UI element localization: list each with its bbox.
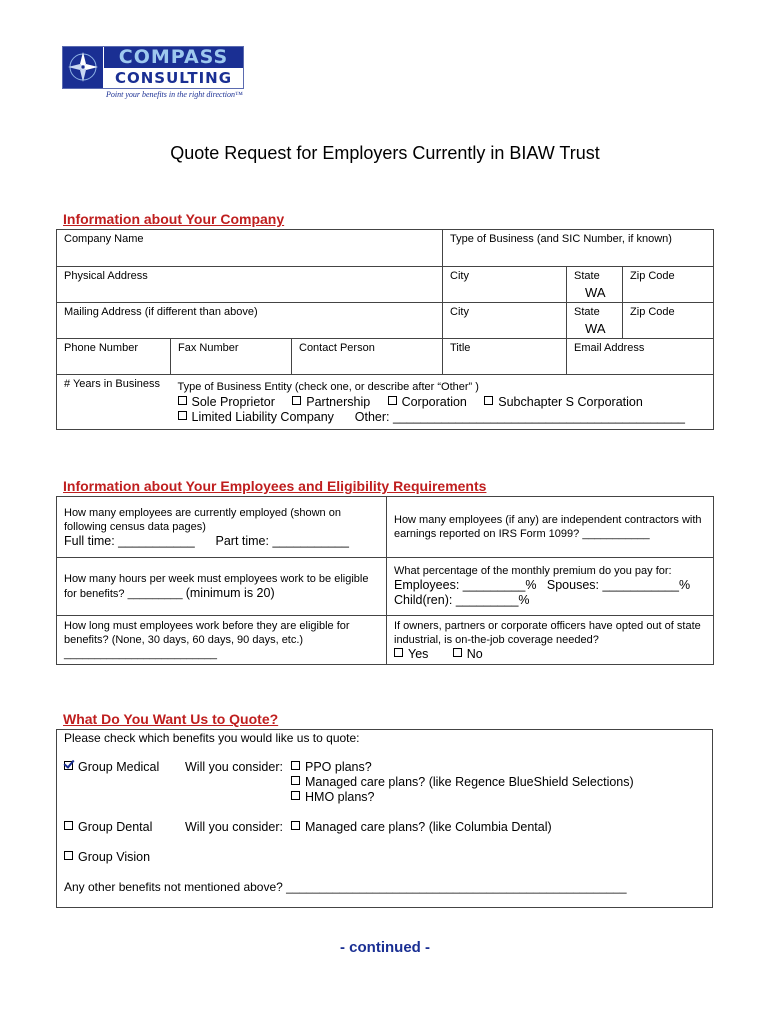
checkbox-icon[interactable] [388,396,397,405]
other-benefits-field[interactable]: Any other benefits not mentioned above? ___________________________________________________ [64,880,627,894]
children-percent-field[interactable]: Child(ren): _________% [394,593,530,607]
checkbox-icon[interactable] [394,648,403,657]
continued-note: - continued - [340,939,430,956]
checkbox-icon[interactable] [178,396,187,405]
subchapter-s-option[interactable] [484,395,643,409]
physical-address-field[interactable] [57,267,443,303]
mailing-city-field[interactable] [443,303,567,339]
waiting-period-question: How long must employees work before they are eligible for benefits? (None, 30 days, 60 days, 90 days, etc.) [64,620,350,646]
premium-percentage-question: What percentage of the monthly premium do you pay for: [394,565,672,577]
no-label: No [466,647,483,661]
logo-wordmark-consulting: CONSULTING [104,68,243,88]
premium-percentage-cell [387,558,714,616]
hmo-option[interactable] [291,790,374,804]
group-vision-label: Group Vision [78,850,151,864]
document-title: Quote Request for Employers Currently in BIAW Trust [170,143,600,163]
business-entity-field [171,375,714,430]
state-label: State [574,306,600,318]
hmo-label: HMO plans? [305,790,375,804]
group-medical-label: Group Medical [78,760,160,774]
logo-tagline: Point your benefits in the right direction™ [106,90,243,99]
employee-count-cell [57,497,387,558]
checked-checkbox-icon[interactable] [64,761,73,770]
checkbox-icon[interactable] [291,821,300,830]
title-label: Title [450,342,471,354]
checkbox-icon[interactable] [178,411,187,420]
checkbox-icon[interactable] [484,396,493,405]
spouses-percent-field[interactable]: Spouses: ___________% [546,578,691,592]
yes-option[interactable] [394,647,428,661]
email-label: Email Address [574,342,645,354]
city-label: City [450,270,469,282]
checkbox-icon[interactable] [453,648,462,657]
hours-cell [57,558,387,616]
managed-care-option[interactable] [291,775,634,789]
physical-address-label: Physical Address [64,270,148,282]
phone-field[interactable] [57,339,171,375]
business-entity-options-row1 [178,395,707,410]
mailing-address-field[interactable] [57,303,443,339]
partnership-option[interactable] [292,395,370,409]
company-name-field[interactable] [57,230,443,267]
checkbox-icon[interactable] [291,776,300,785]
part-time-field[interactable]: Part time: ___________ [215,534,349,548]
premium-percentage-row1 [394,578,706,593]
years-in-business-label: # Years in Business [64,378,161,390]
hours-minimum-note: (minimum is 20) [185,586,275,600]
company-section-heading: Information about Your Company [63,211,285,227]
contractors-question[interactable]: How many employees (if any) are independent contractors with earnings reported on IRS Form 1099? ___________ [394,514,702,540]
state-value: WA [585,285,606,300]
on-the-job-coverage-options [394,647,706,662]
checkbox-icon[interactable] [64,821,73,830]
mailing-zip-field[interactable] [623,303,714,339]
email-field[interactable] [567,339,714,375]
dental-managed-care-label: Managed care plans? (like Columbia Dental) [305,820,552,834]
contact-person-field[interactable] [292,339,443,375]
subchapter-s-label: Subchapter S Corporation [498,395,643,409]
on-the-job-coverage-question: If owners, partners or corporate officers have opted out of state industrial, is on-the-job coverage needed? [394,620,701,646]
mailing-address-label: Mailing Address (if different than above) [64,306,258,318]
managed-care-label: Managed care plans? (like Regence BlueShield Selections) [305,775,634,789]
llc-label: Limited Liability Company [191,410,334,424]
company-info-table [56,229,714,430]
checkbox-icon[interactable] [64,851,73,860]
checkbox-icon[interactable] [292,396,301,405]
checkbox-icon[interactable] [291,761,300,770]
employee-count-question: How many employees are currently employed (shown on following census data pages) [64,507,341,533]
company-name-label: Company Name [64,233,144,245]
employees-info-table [56,496,714,665]
zip-label: Zip Code [630,306,675,318]
business-entity-options-row2 [178,410,707,425]
compass-icon [66,50,100,84]
waiting-period-cell [57,616,387,665]
no-option[interactable] [453,647,483,661]
contractors-cell [387,497,714,558]
dental-managed-care-option[interactable] [291,820,552,834]
group-dental-label: Group Dental [78,820,153,834]
zip-label: Zip Code [630,270,675,282]
on-the-job-coverage-cell [387,616,714,665]
waiting-period-field[interactable]: _________________________ [64,648,217,660]
physical-zip-field[interactable] [623,267,714,303]
group-dental-option[interactable] [64,820,152,834]
group-vision-option[interactable] [64,850,150,864]
other-entity-field[interactable]: Other: __________________________________________ [354,410,685,424]
quote-benefits-box [56,729,713,908]
quote-intro: Please check which benefits you would like us to quote: [64,731,360,745]
dental-consider-label: Will you consider: [185,820,283,834]
group-medical-option[interactable] [64,760,159,774]
state-value: WA [585,321,606,336]
fax-field[interactable] [171,339,292,375]
llc-option[interactable] [178,410,334,424]
years-in-business-field[interactable] [57,375,171,430]
state-label: State [574,270,600,282]
medical-consider-label: Will you consider: [185,760,283,774]
full-time-field[interactable]: Full time: ___________ [64,534,195,548]
corporation-option[interactable] [388,395,467,409]
type-of-business-field[interactable] [443,230,714,267]
employees-percent-field[interactable]: Employees: _________% [394,578,537,592]
sole-proprietor-label: Sole Proprietor [191,395,275,409]
checkbox-icon[interactable] [291,791,300,800]
contact-person-label: Contact Person [299,342,375,354]
type-of-business-label: Type of Business (and SIC Number, if known) [450,233,672,245]
employee-count-answers [64,534,379,549]
city-label: City [450,306,469,318]
company-logo [62,46,244,106]
employees-section-heading: Information about Your Employees and Eligibility Requirements [63,478,487,494]
sole-proprietor-option[interactable] [178,395,275,409]
corporation-label: Corporation [401,395,467,409]
yes-label: Yes [408,647,429,661]
physical-state-field[interactable] [567,267,623,303]
mailing-state-field[interactable] [567,303,623,339]
physical-city-field[interactable] [443,267,567,303]
ppo-label: PPO plans? [305,760,372,774]
quote-section-heading: What Do You Want Us to Quote? [63,711,279,727]
phone-label: Phone Number [64,342,138,354]
ppo-option[interactable] [291,760,372,774]
title-field[interactable] [443,339,567,375]
logo-wordmark-compass: COMPASS [104,47,243,68]
hours-question[interactable]: How many hours per week must employees work to be eligible for benefits? _________ [64,573,369,600]
partnership-label: Partnership [306,395,371,409]
fax-label: Fax Number [178,342,239,354]
business-entity-label: Type of Business Entity (check one, or describe after “Other” ) [177,381,479,393]
